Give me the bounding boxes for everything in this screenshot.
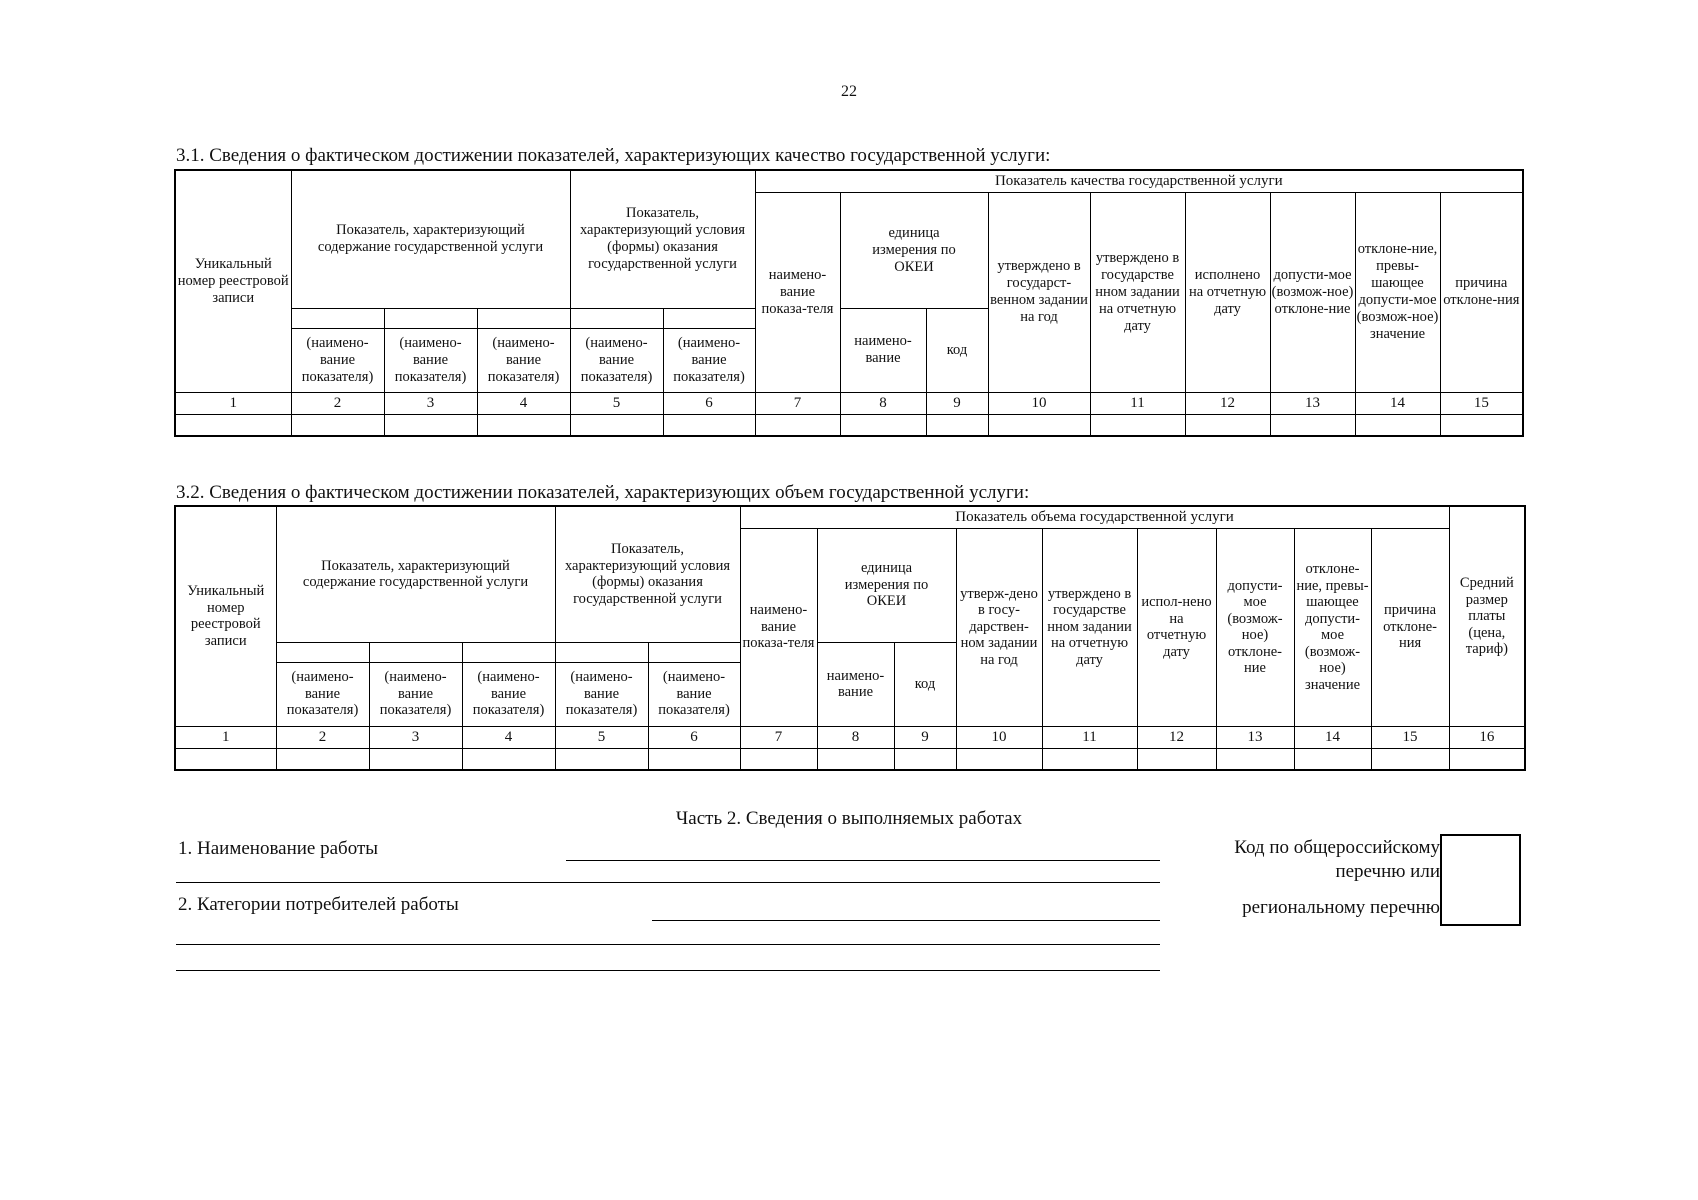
subheader-blank: [384, 308, 477, 328]
subheader-blank: [276, 642, 369, 662]
column-number: 15: [1440, 392, 1523, 414]
column-number: 14: [1294, 726, 1371, 748]
page-number: 22: [841, 83, 857, 100]
column-number: 2: [291, 392, 384, 414]
subheader-indicator-name: (наимено-вание показателя): [462, 662, 555, 726]
subheader-indicator-name: (наимено-вание показателя): [276, 662, 369, 726]
column-number: 1: [175, 726, 276, 748]
header-indicator-name: наимено-вание показа-теля: [740, 528, 817, 726]
header-approved-year: утверж-дено в госу-дарствен-ном задании на год: [956, 528, 1042, 726]
data-cell[interactable]: [1294, 748, 1371, 770]
data-cell[interactable]: [369, 748, 462, 770]
column-number: 1: [175, 392, 291, 414]
header-indicator-name: наимено-вание показа-теля: [755, 192, 840, 392]
header-content-indicator: Показатель, характеризующий содержание государственной услуги: [291, 170, 570, 308]
section-3-2-heading: 3.2. Сведения о фактическом достижении показателей, характеризующих объем государственной услуги:: [176, 482, 1030, 503]
data-cell[interactable]: [291, 414, 384, 436]
code-label-line-1: Код по общероссийскому: [1234, 837, 1440, 858]
section-3-1-heading: 3.1. Сведения о фактическом достижении показателей, характеризующих качество государственной услуги:: [176, 145, 1051, 166]
header-approved-year: утверждено в государст-венном задании на год: [988, 192, 1090, 392]
consumers-label: 2. Категории потребителей работы: [178, 894, 459, 915]
data-cell[interactable]: [477, 414, 570, 436]
data-cell[interactable]: [175, 748, 276, 770]
quality-indicators-table: [174, 169, 1524, 437]
column-number: 3: [384, 392, 477, 414]
header-volume-group: Показатель объема государственной услуги: [740, 506, 1449, 528]
data-cell[interactable]: [926, 414, 988, 436]
data-cell[interactable]: [555, 748, 648, 770]
column-number: 9: [926, 392, 988, 414]
header-unit-code: код: [894, 642, 956, 726]
subheader-indicator-name: (наимено-вание показателя): [477, 328, 570, 392]
column-number: 7: [740, 726, 817, 748]
consumers-line-3[interactable]: [176, 970, 1160, 971]
data-cell[interactable]: [1449, 748, 1525, 770]
data-cell[interactable]: [956, 748, 1042, 770]
column-number: 12: [1185, 392, 1270, 414]
column-number-row: [175, 392, 1523, 414]
column-number: 12: [1137, 726, 1216, 748]
data-cell[interactable]: [1042, 748, 1137, 770]
subheader-indicator-name: (наимено-вание показателя): [291, 328, 384, 392]
subheader-blank: [570, 308, 663, 328]
data-cell[interactable]: [1440, 414, 1523, 436]
column-number: 5: [555, 726, 648, 748]
column-number-row: [175, 726, 1525, 748]
data-cell[interactable]: [570, 414, 663, 436]
data-cell[interactable]: [1355, 414, 1440, 436]
subheader-indicator-name: (наимено-вание показателя): [555, 662, 648, 726]
data-cell[interactable]: [1185, 414, 1270, 436]
subheader-blank: [291, 308, 384, 328]
header-average-fee: Средний размер платы (цена, тариф): [1449, 506, 1525, 726]
table-row: [175, 748, 1525, 770]
data-cell[interactable]: [175, 414, 291, 436]
header-unit-name: наимено-вание: [840, 308, 926, 392]
work-name-line-2[interactable]: [176, 882, 1160, 883]
data-cell[interactable]: [755, 414, 840, 436]
subheader-blank: [369, 642, 462, 662]
data-cell[interactable]: [817, 748, 894, 770]
data-cell[interactable]: [1371, 748, 1449, 770]
data-cell[interactable]: [1137, 748, 1216, 770]
data-cell[interactable]: [663, 414, 755, 436]
column-number: 2: [276, 726, 369, 748]
data-cell[interactable]: [648, 748, 740, 770]
header-content-indicator: Показатель, характеризующий содержание государственной услуги: [276, 506, 555, 642]
header-unique-number: Уникальный номер реестровой записи: [175, 170, 291, 392]
column-number: 4: [477, 392, 570, 414]
header-unit-code: код: [926, 308, 988, 392]
column-number: 8: [840, 392, 926, 414]
column-number: 10: [956, 726, 1042, 748]
header-unique-number: Уникальный номер реестровой записи: [175, 506, 276, 726]
data-cell[interactable]: [1090, 414, 1185, 436]
column-number: 6: [663, 392, 755, 414]
header-approved-date: утверждено в государстве нном задании на отчетную дату: [1090, 192, 1185, 392]
header-conditions-indicator: Показатель, характеризующий условия (формы) оказания государственной услуги: [555, 506, 740, 642]
column-number: 15: [1371, 726, 1449, 748]
subheader-indicator-name: (наимено-вание показателя): [663, 328, 755, 392]
code-label-line-3: региональному перечню: [1242, 897, 1440, 918]
header-quality-group: Показатель качества государственной услуги: [755, 170, 1523, 192]
subheader-blank: [648, 642, 740, 662]
data-cell[interactable]: [276, 748, 369, 770]
consumers-line[interactable]: [652, 920, 1160, 921]
header-deviation-reason: причина отклоне-ния: [1440, 192, 1523, 392]
subheader-indicator-name: (наимено-вание показателя): [648, 662, 740, 726]
header-unit-okei: единица измерения по ОКЕИ: [840, 192, 988, 308]
header-excess-deviation: отклоне-ние, превы-шающее допусти-мое (возмож-ное) значение: [1294, 528, 1371, 726]
table-row: [175, 414, 1523, 436]
work-name-label: 1. Наименование работы: [178, 838, 379, 859]
work-name-line[interactable]: [566, 860, 1160, 861]
subheader-blank: [663, 308, 755, 328]
header-excess-deviation: отклоне-ние, превы-шающее допусти-мое (возмож-ное) значение: [1355, 192, 1440, 392]
column-number: 3: [369, 726, 462, 748]
header-conditions-indicator: Показатель, характеризующий условия (формы) оказания государственной услуги: [570, 170, 755, 308]
column-number: 13: [1270, 392, 1355, 414]
header-executed: исполнено на отчетную дату: [1185, 192, 1270, 392]
registry-code-box[interactable]: [1440, 834, 1521, 926]
column-number: 5: [570, 392, 663, 414]
subheader-indicator-name: (наимено-вание показателя): [570, 328, 663, 392]
data-cell[interactable]: [462, 748, 555, 770]
subheader-blank: [462, 642, 555, 662]
column-number: 8: [817, 726, 894, 748]
data-cell[interactable]: [1216, 748, 1294, 770]
code-label-line-2: перечню или: [1335, 861, 1440, 882]
subheader-blank: [555, 642, 648, 662]
data-cell[interactable]: [840, 414, 926, 436]
column-number: 14: [1355, 392, 1440, 414]
data-cell[interactable]: [384, 414, 477, 436]
subheader-indicator-name: (наимено-вание показателя): [384, 328, 477, 392]
column-number: 11: [1090, 392, 1185, 414]
header-executed: испол-нено на отчетную дату: [1137, 528, 1216, 726]
column-number: 6: [648, 726, 740, 748]
subheader-indicator-name: (наимено-вание показателя): [369, 662, 462, 726]
column-number: 9: [894, 726, 956, 748]
header-approved-date: утверждено в государстве нном задании на отчетную дату: [1042, 528, 1137, 726]
column-number: 7: [755, 392, 840, 414]
volume-indicators-table: [174, 505, 1526, 771]
header-deviation-reason: причина отклоне-ния: [1371, 528, 1449, 726]
column-number: 16: [1449, 726, 1525, 748]
data-cell[interactable]: [740, 748, 817, 770]
header-allowed-deviation: допусти-мое (возмож-ное) отклоне-ние: [1270, 192, 1355, 392]
column-number: 10: [988, 392, 1090, 414]
subheader-blank: [477, 308, 570, 328]
header-unit-name: наимено-вание: [817, 642, 894, 726]
consumers-line-2[interactable]: [176, 944, 1160, 945]
data-cell[interactable]: [1270, 414, 1355, 436]
header-allowed-deviation: допусти-мое (возмож-ное) отклоне-ние: [1216, 528, 1294, 726]
header-unit-okei: единица измерения по ОКЕИ: [817, 528, 956, 642]
part-2-title: Часть 2. Сведения о выполняемых работах: [675, 808, 1023, 829]
column-number: 13: [1216, 726, 1294, 748]
data-cell[interactable]: [988, 414, 1090, 436]
column-number: 4: [462, 726, 555, 748]
column-number: 11: [1042, 726, 1137, 748]
data-cell[interactable]: [894, 748, 956, 770]
